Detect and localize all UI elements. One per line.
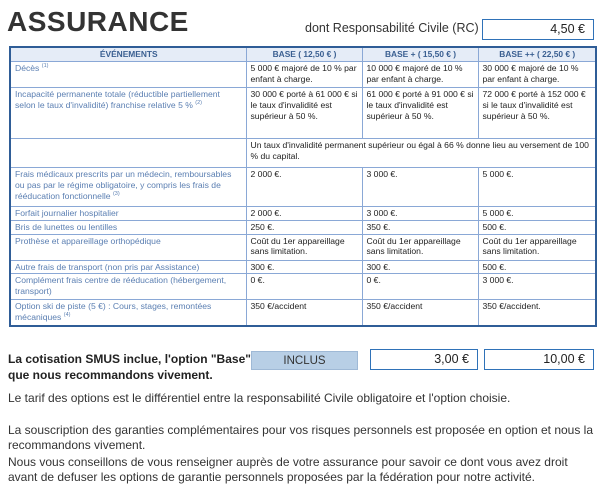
value-cell-plusplus: 5 000 €. — [478, 207, 596, 221]
column-header-events: ÉVÉNEMENTS — [10, 47, 246, 62]
table-header-row — [10, 47, 596, 62]
event-cell — [10, 234, 246, 260]
value-cell-plusplus: 5 000 €. — [478, 168, 596, 207]
value-cell-plusplus: 3 000 €. — [478, 274, 596, 300]
guarantee-table — [9, 46, 597, 327]
value-cell-base: 30 000 € porté à 61 000 € si le taux d'invalidité est supérieur à 50 %. — [246, 88, 362, 139]
value-cell-base: 250 €. — [246, 220, 362, 234]
table-row — [10, 300, 596, 326]
value-cell-plus: 350 €. — [362, 220, 478, 234]
value-cell-base: 2 000 €. — [246, 168, 362, 207]
event-label: Prothèse et appareillage orthopédique — [15, 235, 161, 246]
value-cell-base: 2 000 €. — [246, 207, 362, 221]
table-row — [10, 274, 596, 300]
table-row — [10, 88, 596, 139]
column-header-base-plus: BASE + ( 15,50 € ) — [362, 47, 478, 62]
value-cell-plus: Coût du 1er appareillage sans limitation. — [362, 234, 478, 260]
event-label: Décès — [15, 63, 40, 73]
base-plusplus-price-field[interactable]: 10,00 € — [484, 349, 594, 370]
value-cell-plusplus: 30 000 € majoré de 10 % par enfant à charge. — [478, 62, 596, 88]
table-row — [10, 234, 596, 260]
value-cell-plus: 3 000 €. — [362, 168, 478, 207]
value-cell-plusplus: 500 €. — [478, 260, 596, 274]
event-cell — [10, 207, 246, 221]
value-cell-plusplus: 500 €. — [478, 220, 596, 234]
value-cell-base: 350 €/accident — [246, 300, 362, 326]
footnote-marker: (2) — [195, 99, 203, 106]
footnote-marker: (3) — [112, 190, 120, 197]
event-cell — [10, 300, 246, 326]
event-label: Autre frais de transport (non pris par Assistance) — [15, 261, 200, 272]
column-header-base: BASE ( 12,50 € ) — [246, 47, 362, 62]
footnote-marker: (4) — [63, 312, 71, 319]
value-cell-plus: 61 000 € porté à 91 000 € si le taux d'invalidité est supérieur à 50 %. — [362, 88, 478, 139]
event-cell — [10, 220, 246, 234]
rc-value-field[interactable]: 4,50 € — [482, 19, 594, 40]
paragraph-tarif: Le tarif des options est le différentiel entre la responsabilité Civile obligatoire et l'option choisie. — [8, 391, 511, 405]
value-cell-plusplus: 72 000 € porté à 152 000 € si le taux d'invalidité est supérieur à 50 %. — [478, 88, 596, 139]
value-cell-plus: 10 000 € majoré de 10 % par enfant à charge. — [362, 62, 478, 88]
table-row — [10, 220, 596, 234]
event-label: Option ski de piste (5 €) : Cours, stages, remontées mécaniques — [15, 301, 212, 323]
column-header-base-plusplus: BASE ++ ( 22,50 € ) — [478, 47, 596, 62]
event-label: Bris de lunettes ou lentilles — [15, 221, 118, 232]
event-label: Incapacité permanente totale (réductible partiellement selon le taux d'invalidité) franchise relative 5 % — [15, 89, 220, 110]
summary-line-2: que nous recommandons vivement. — [8, 368, 213, 382]
table-row — [10, 139, 596, 168]
event-label: Complément frais centre de rééducation (hébergement, transport) — [15, 275, 227, 297]
footnote-marker: (1) — [41, 63, 49, 70]
value-cell-plusplus: Coût du 1er appareillage sans limitation. — [478, 234, 596, 260]
summary-line-1: La cotisation SMUS inclue, l'option "Base" — [8, 352, 251, 366]
event-label: Forfait journalier hospitalier — [15, 208, 119, 218]
event-cell — [10, 88, 246, 139]
rc-label: dont Responsabilité Civile (RC) — [305, 21, 479, 35]
event-cell — [10, 274, 246, 300]
table-row — [10, 168, 596, 207]
invalidity-note-cell: Un taux d'invalidité permanent supérieur ou égal à 66 % donne lieu au versement de 100 % du capital. — [246, 139, 596, 168]
base-plus-price-field[interactable]: 3,00 € — [370, 349, 478, 370]
value-cell-plus: 3 000 €. — [362, 207, 478, 221]
table-row — [10, 207, 596, 221]
event-cell — [10, 62, 246, 88]
value-cell-plus: 0 €. — [362, 274, 478, 300]
value-cell-plus: 300 €. — [362, 260, 478, 274]
page-title: ASSURANCE — [7, 6, 189, 37]
event-cell — [10, 168, 246, 207]
value-cell-plusplus: 350 €/accident. — [478, 300, 596, 326]
table-row — [10, 260, 596, 274]
table-row — [10, 62, 596, 88]
paragraph-souscription: La souscription des garanties complémentaires pour vos risques personnels est proposée en option et nous la recommandons vivement. — [8, 423, 594, 452]
value-cell-base: 5 000 € majoré de 10 % par enfant à charge. — [246, 62, 362, 88]
value-cell-plus: 350 €/accident — [362, 300, 478, 326]
paragraph-conseil: Nous vous conseillons de vous renseigner auprès de votre assurance pour savoir ce dont vous avez droit avant de defuser les options de garantie personnels proposées par la fédération pour notre activité. — [8, 455, 568, 484]
event-cell — [10, 139, 246, 168]
event-label: Frais médicaux prescrits par un médecin, remboursables ou pas par le régime obligatoire, y compris les frais de rééducation fonctionnelle — [15, 169, 232, 201]
value-cell-base: Coût du 1er appareillage sans limitation. — [246, 234, 362, 260]
inclus-badge: INCLUS — [251, 351, 358, 370]
summary-text — [8, 351, 251, 383]
event-cell — [10, 260, 246, 274]
value-cell-base: 0 €. — [246, 274, 362, 300]
value-cell-base: 300 €. — [246, 260, 362, 274]
